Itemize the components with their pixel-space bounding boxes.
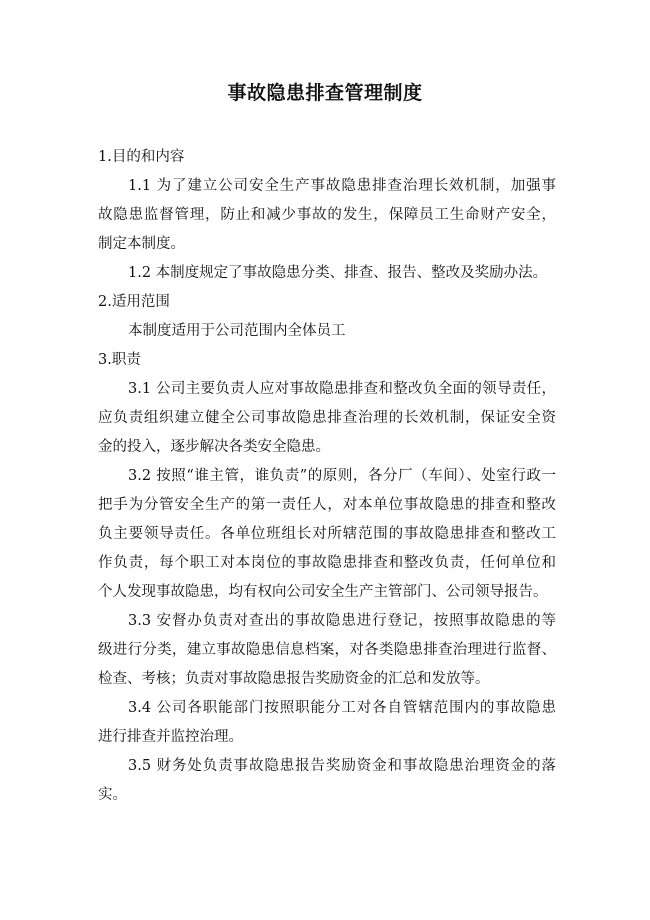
paragraph-line: 检查、考核；负责对事故隐患报告奖励资金的汇总和发放等。 (98, 671, 490, 687)
paragraph-line: 3.2 按照“谁主管，谁负责”的原则，各分厂（车间）、处室行政一 (128, 468, 556, 484)
paragraph-line: 制定本制度。 (98, 236, 185, 252)
section-heading-2: 2.适用范围 (98, 294, 170, 310)
paragraph-line: 作负责，每个职工对本岗位的事故隐患排查和整改负责，任何单位和 (98, 555, 556, 571)
paragraph-line: 3.1 公司主要负责人应对事故隐患排查和整改负全面的领导责任， (128, 381, 556, 397)
paragraph-line: 个人发现事故隐患，均有权向公司安全生产主管部门、公司领导报告。 (98, 584, 548, 600)
paragraph-line: 1.1 为了建立公司安全生产事故隐患排查治理长效机制，加强事 (128, 178, 556, 194)
section-heading-3: 3.职责 (98, 352, 141, 368)
document-body (98, 143, 556, 810)
paragraph-line: 1.2 本制度规定了事故隐患分类、排查、报告、整改及奖励办法。 (128, 265, 548, 281)
paragraph-line: 把手为分管安全生产的第一责任人，对本单位事故隐患的排查和整改 (98, 497, 556, 513)
paragraph-line: 进行排查并监控治理。 (98, 729, 243, 745)
document-title: 事故隐患排查管理制度 (227, 82, 423, 104)
paragraph-line: 负主要领导责任。各单位班组长对所辖范围的事故隐患排查和整改工 (98, 526, 556, 542)
paragraph-line: 金的投入，逐步解决各类安全隐患。 (98, 439, 330, 455)
paragraph-line: 故隐患监督管理，防止和减少事故的发生，保障员工生命财产安全， (98, 207, 556, 223)
paragraph-line: 3.5 财务处负责事故隐患报告奖励资金和事故隐患治理资金的落 (128, 758, 556, 774)
paragraph-line: 级进行分类，建立事故隐患信息档案，对各类隐患排查治理进行监督、 (98, 642, 556, 658)
paragraph-line: 实。 (98, 787, 127, 803)
paragraph-line: 本制度适用于公司范围内全体员工 (128, 323, 346, 339)
paragraph-line: 3.4 公司各职能部门按照职能分工对各自管辖范围内的事故隐患 (128, 700, 556, 716)
paragraph-line: 应负责组织建立健全公司事故隐患排查治理的长效机制，保证安全资 (98, 410, 556, 426)
section-heading-1: 1.目的和内容 (98, 149, 185, 165)
paragraph-line: 3.3 安督办负责对查出的事故隐患进行登记，按照事故隐患的等 (128, 613, 556, 629)
